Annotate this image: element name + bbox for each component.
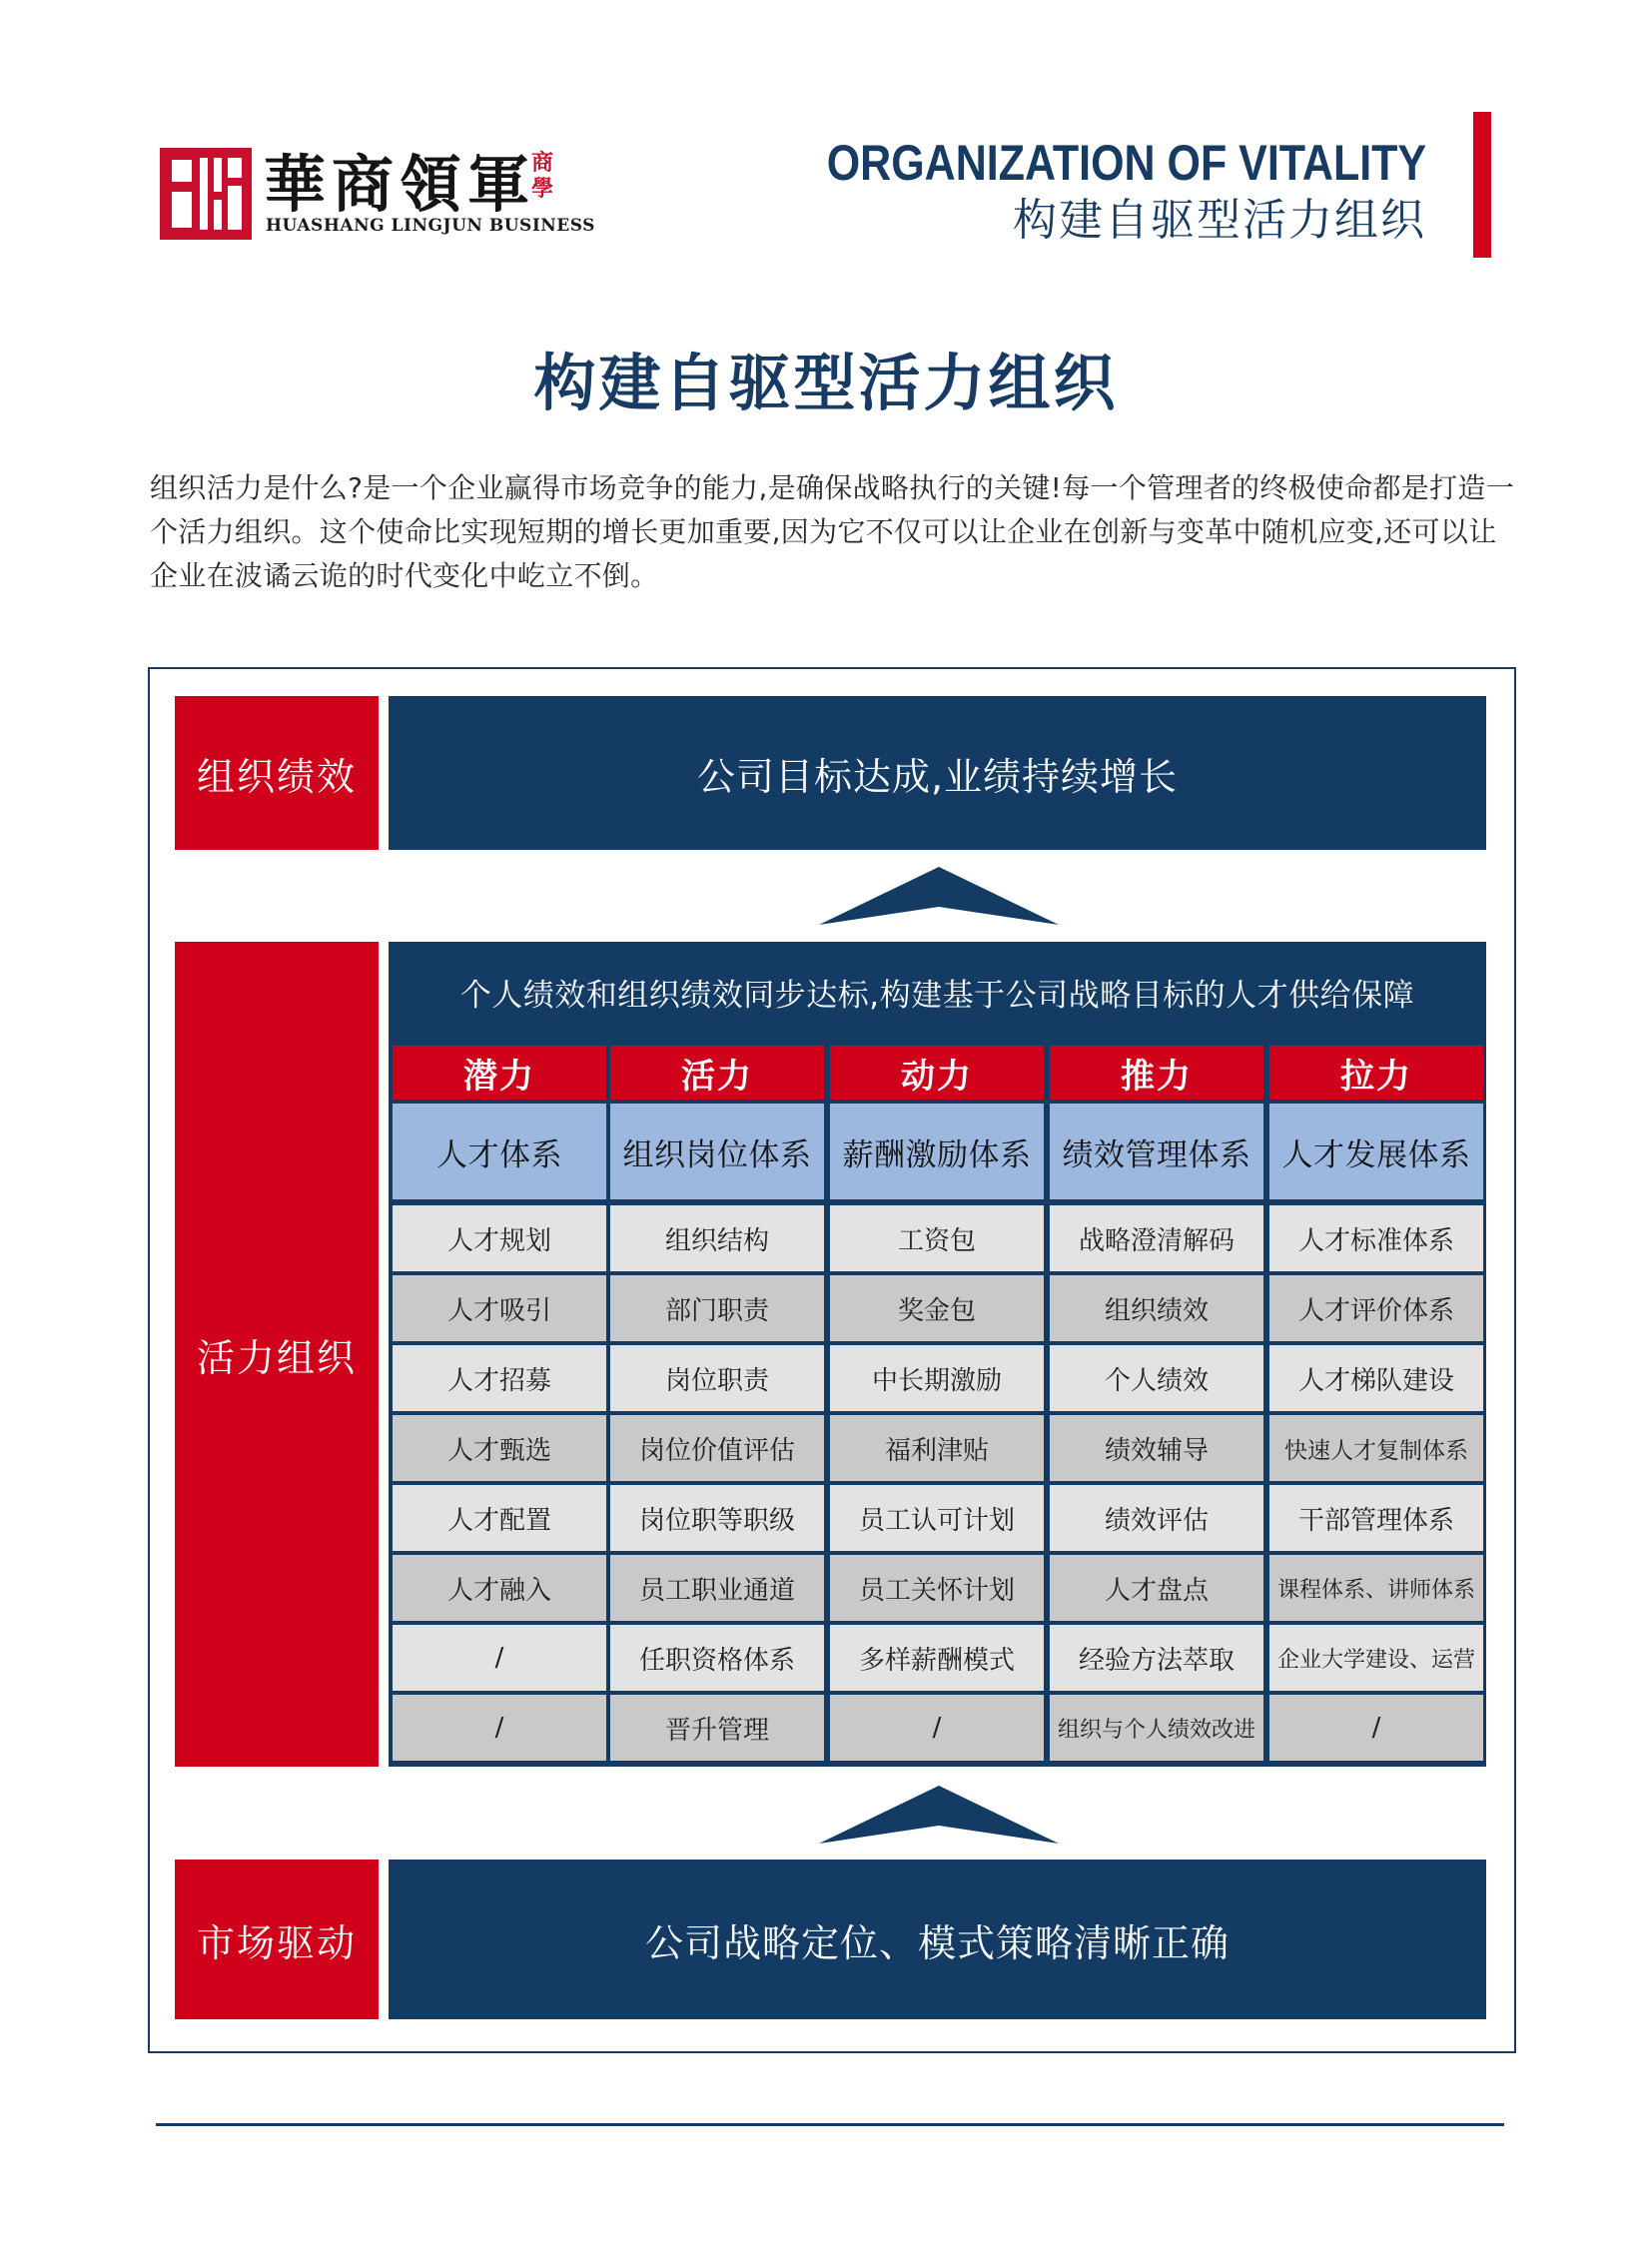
grid-item: 部门职责 bbox=[610, 1275, 824, 1341]
logo-seal: 商學 bbox=[531, 150, 554, 202]
grid-item: 工资包 bbox=[830, 1205, 1044, 1271]
header-chinese-title: 构建自驱型活力组织 bbox=[1013, 195, 1426, 246]
up-arrow-icon bbox=[819, 1786, 1059, 1844]
header-english-title: ORGANIZATION OF VITALITY bbox=[826, 135, 1426, 191]
grid-item: 人才甄选 bbox=[393, 1415, 606, 1481]
header-title-block bbox=[729, 134, 1426, 250]
grid-item: 人才招募 bbox=[393, 1345, 606, 1411]
force-header: 活力 bbox=[610, 1046, 824, 1100]
grid-item: / bbox=[393, 1625, 606, 1691]
grid-item: 绩效评估 bbox=[1050, 1485, 1263, 1551]
grid-item: 组织结构 bbox=[610, 1205, 824, 1271]
grid-item: / bbox=[393, 1695, 606, 1761]
page-title: 构建自驱型活力组织 bbox=[533, 347, 1119, 419]
system-header: 薪酬激励体系 bbox=[830, 1104, 1044, 1199]
grid-item: 晋升管理 bbox=[610, 1695, 824, 1761]
grid-item: 人才配置 bbox=[393, 1485, 606, 1551]
org-performance-box: 公司目标达成,业绩持续增长 bbox=[389, 696, 1486, 850]
grid-item: 任职资格体系 bbox=[610, 1625, 824, 1691]
vital-org-band: 个人绩效和组织绩效同步达标,构建基于公司战略目标的人才供给保障 bbox=[389, 942, 1486, 1042]
grid-item: 企业大学建设、运营 bbox=[1269, 1625, 1483, 1691]
grid-item: 福利津贴 bbox=[830, 1415, 1044, 1481]
intro-paragraph: 组织活力是什么?是一个企业赢得市场竞争的能力,是确保战略执行的关键!每一个管理者的终极使命都是打造一个活力组织。这个使命比实现短期的增长更加重要,因为它不仅可以让企业在创新与变革中随机应变,还可以让企业在波谲云诡的时代变化中屹立不倒。 bbox=[150, 471, 1514, 592]
logo-chinese-name: 華商領軍 bbox=[264, 148, 536, 221]
header-accent-bar bbox=[1473, 112, 1491, 258]
grid-item: 人才吸引 bbox=[393, 1275, 606, 1341]
vital-org-grid bbox=[389, 1042, 1486, 1767]
system-header: 人才发展体系 bbox=[1269, 1104, 1483, 1199]
system-header: 人才体系 bbox=[393, 1104, 606, 1199]
grid-item: 岗位职等职级 bbox=[610, 1485, 824, 1551]
grid-item: 组织与个人绩效改进 bbox=[1050, 1695, 1263, 1761]
grid-item: 人才规划 bbox=[393, 1205, 606, 1271]
grid-item: 员工关怀计划 bbox=[830, 1555, 1044, 1621]
label-market-driven: 市场驱动 bbox=[175, 1860, 379, 2019]
grid-item: 员工职业通道 bbox=[610, 1555, 824, 1621]
grid-item: 快速人才复制体系 bbox=[1269, 1415, 1483, 1481]
hs-logo-mark-icon bbox=[160, 148, 252, 240]
grid-item: 岗位价值评估 bbox=[610, 1415, 824, 1481]
grid-item: 干部管理体系 bbox=[1269, 1485, 1483, 1551]
grid-item: 员工认可计划 bbox=[830, 1485, 1044, 1551]
grid-item: 个人绩效 bbox=[1050, 1345, 1263, 1411]
label-org-performance: 组织绩效 bbox=[175, 696, 379, 850]
grid-item: / bbox=[830, 1695, 1044, 1761]
market-driven-box: 公司战略定位、模式策略清晰正确 bbox=[389, 1860, 1486, 2019]
force-header: 动力 bbox=[830, 1046, 1044, 1100]
force-header: 拉力 bbox=[1269, 1046, 1483, 1100]
force-header: 潜力 bbox=[393, 1046, 606, 1100]
grid-item: 人才融入 bbox=[393, 1555, 606, 1621]
grid-item: / bbox=[1269, 1695, 1483, 1761]
grid-item: 战略澄清解码 bbox=[1050, 1205, 1263, 1271]
system-header: 组织岗位体系 bbox=[610, 1104, 824, 1199]
grid-item: 绩效辅导 bbox=[1050, 1415, 1263, 1481]
grid-item: 人才梯队建设 bbox=[1269, 1345, 1483, 1411]
footer-divider bbox=[156, 2123, 1504, 2126]
grid-item: 奖金包 bbox=[830, 1275, 1044, 1341]
grid-item: 人才盘点 bbox=[1050, 1555, 1263, 1621]
grid-item: 岗位职责 bbox=[610, 1345, 824, 1411]
grid-item: 经验方法萃取 bbox=[1050, 1625, 1263, 1691]
logo-english-name: HUASHANG LINGJUN BUSINESS bbox=[266, 216, 595, 236]
brand-logo bbox=[160, 148, 595, 248]
label-vital-org: 活力组织 bbox=[175, 942, 379, 1767]
system-header: 绩效管理体系 bbox=[1050, 1104, 1263, 1199]
grid-item: 中长期激励 bbox=[830, 1345, 1044, 1411]
force-header: 推力 bbox=[1050, 1046, 1263, 1100]
grid-item: 多样薪酬模式 bbox=[830, 1625, 1044, 1691]
grid-item: 人才标准体系 bbox=[1269, 1205, 1483, 1271]
grid-item: 人才评价体系 bbox=[1269, 1275, 1483, 1341]
grid-item: 课程体系、讲师体系 bbox=[1269, 1555, 1483, 1621]
grid-item: 组织绩效 bbox=[1050, 1275, 1263, 1341]
up-arrow-icon bbox=[819, 867, 1059, 925]
